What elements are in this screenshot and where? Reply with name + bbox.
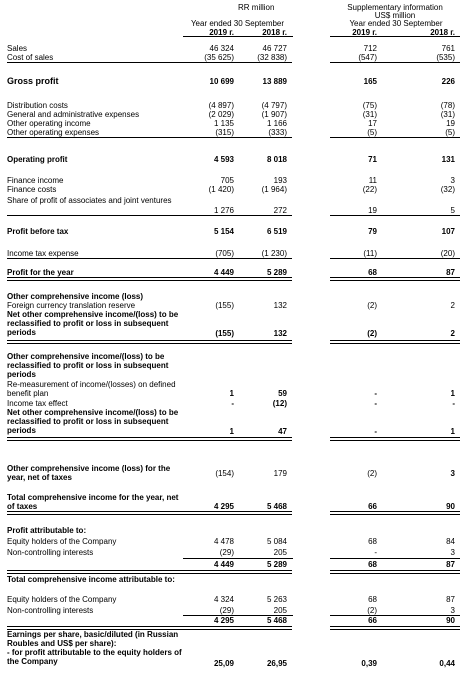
rule [7, 137, 292, 138]
rule [7, 258, 292, 259]
row-label: Total comprehensive income attributable to: [7, 575, 175, 584]
double-rule [330, 277, 460, 281]
row-label: Finance income [7, 176, 64, 185]
col-2018-rr: 2018 г. [262, 28, 287, 37]
value-2019-usd: 17 [368, 119, 377, 128]
value-2018-usd: 107 [441, 227, 455, 236]
value-2018-usd: (78) [440, 101, 455, 110]
value-2019-usd: (2) [367, 469, 377, 478]
row-label: Profit for the year [7, 268, 74, 277]
value-2018-usd: 90 [446, 616, 455, 625]
value-2019-rr: 4 324 [213, 595, 234, 604]
row-label: Non-controlling interests [7, 548, 94, 557]
value-2018-rr: 5 289 [266, 268, 287, 277]
row-label: Other comprehensive income (loss) [7, 292, 144, 301]
row-label: Profit before tax [7, 227, 69, 236]
value-2018-usd: 761 [441, 44, 455, 53]
value-2019-usd: 68 [368, 537, 377, 546]
value-2019-rr: (154) [215, 469, 234, 478]
value-2019-usd: - [374, 389, 377, 398]
row-label: Gross profit [7, 76, 59, 86]
value-2019-usd: 68 [368, 595, 377, 604]
value-2018-usd: 2 [450, 301, 455, 310]
value-2018-usd: 3 [450, 548, 455, 557]
value-2019-usd: 79 [368, 227, 377, 236]
value-2018-rr: 1 166 [266, 119, 287, 128]
col-2019-usd: 2019 г. [352, 28, 377, 37]
value-2019-rr: (29) [219, 606, 234, 615]
value-2018-usd: 90 [446, 502, 455, 511]
value-2018-rr: (12) [272, 399, 287, 408]
row-label: Foreign currency translation reserve [7, 301, 136, 310]
value-2018-rr: 179 [273, 469, 287, 478]
value-2019-usd: (2) [367, 301, 377, 310]
value-2019-rr: 4 478 [213, 537, 234, 546]
value-2018-rr: 26,95 [266, 659, 287, 668]
value-2019-rr: (4 897) [208, 101, 234, 110]
value-2019-usd: (2) [367, 329, 377, 338]
value-2019-usd: - [374, 548, 377, 557]
row-label: Distribution costs [7, 101, 68, 110]
row-label: Other comprehensive income (loss) for the year, net of taxes [7, 464, 171, 482]
double-rule [330, 626, 460, 630]
value-2019-usd: (31) [362, 110, 377, 119]
value-2019-rr: 46 324 [209, 44, 234, 53]
header-underline-rr [183, 36, 293, 37]
value-2019-rr: 1 276 [213, 206, 234, 215]
row-label: Sales [7, 44, 28, 53]
value-2019-usd: (5) [367, 128, 377, 137]
rule [330, 258, 460, 259]
double-rule [330, 437, 460, 441]
value-2018-usd: 84 [446, 537, 455, 546]
value-2018-rr: 59 [278, 389, 287, 398]
row-label: Other operating expenses [7, 128, 100, 137]
value-2018-rr: 272 [273, 206, 287, 215]
row-label: Cost of sales [7, 53, 54, 62]
value-2019-usd: (75) [362, 101, 377, 110]
value-2018-rr: 5 289 [266, 560, 287, 569]
year-ended-usd: Year ended 30 September [349, 19, 443, 28]
row-label: Finance costs [7, 185, 57, 194]
value-2019-rr: 4 593 [213, 155, 234, 164]
value-2018-usd: 3 [450, 469, 455, 478]
value-2019-rr: (29) [219, 548, 234, 557]
value-2018-rr: 205 [273, 548, 287, 557]
value-2018-usd: 226 [441, 77, 455, 86]
rule [330, 615, 460, 616]
value-2018-rr: 5 263 [266, 595, 287, 604]
value-2018-usd: (31) [440, 110, 455, 119]
value-2018-rr: 5 084 [266, 537, 287, 546]
value-2018-rr: (1 230) [261, 249, 287, 258]
row-label: Equity holders of the Company [7, 537, 117, 546]
value-2018-usd: 3 [450, 176, 455, 185]
value-2019-usd: - [374, 427, 377, 436]
col-2018-usd: 2018 г. [430, 28, 455, 37]
value-2018-usd: 19 [446, 119, 455, 128]
row-label: Net other comprehensive income/(loss) to be reclassified to profit or loss in subsequent periods [7, 310, 179, 337]
row-label: - for profit attributable to the equity holders of the Company [7, 648, 182, 666]
value-2019-usd: 11 [368, 176, 377, 185]
double-rule [330, 511, 460, 515]
value-2018-rr: (4 797) [261, 101, 287, 110]
row-label: Re-measurement of income/(losses) on defined benefit plan [7, 380, 176, 398]
value-2019-rr: 705 [220, 176, 234, 185]
value-2018-usd: 87 [446, 560, 455, 569]
row-label: Operating profit [7, 155, 68, 164]
value-2018-usd: 5 [450, 206, 455, 215]
header-underline-usd [330, 36, 460, 37]
value-2019-rr: 1 135 [213, 119, 234, 128]
value-2019-usd: 712 [363, 44, 377, 53]
value-2019-usd: 66 [368, 616, 377, 625]
value-2018-usd: 1 [450, 427, 455, 436]
rule [183, 558, 293, 559]
double-rule [330, 570, 460, 574]
value-2019-rr: 5 154 [213, 227, 234, 236]
value-2019-usd: 71 [368, 155, 377, 164]
value-2018-rr: 132 [273, 329, 287, 338]
value-2019-usd: 165 [363, 77, 377, 86]
value-2018-usd: 0,44 [439, 659, 455, 668]
value-2019-usd: 68 [368, 560, 377, 569]
value-2019-usd: 68 [368, 268, 377, 277]
value-2018-rr: (333) [268, 128, 287, 137]
value-2018-usd: (20) [440, 249, 455, 258]
row-label: Net other comprehensive income/(loss) to be reclassified to profit or loss in subsequent periods [7, 408, 179, 435]
double-rule [7, 437, 292, 441]
value-2019-usd: 19 [368, 206, 377, 215]
row-label: Equity holders of the Company [7, 595, 117, 604]
value-2019-rr: (155) [215, 301, 234, 310]
value-2018-rr: 8 018 [266, 155, 287, 164]
value-2018-rr: 193 [273, 176, 287, 185]
value-2019-rr: 4 295 [213, 616, 234, 625]
value-2019-rr: 25,09 [213, 659, 234, 668]
usd-title: Supplementary information [347, 3, 443, 12]
row-label: Non-controlling interests [7, 606, 94, 615]
double-rule [7, 511, 292, 515]
rule [7, 62, 292, 63]
value-2018-usd: 87 [446, 268, 455, 277]
row-label: Other operating income [7, 119, 91, 128]
row-label: Other comprehensive income/(loss) to be reclassified to profit or loss in subsequent periods [7, 352, 169, 379]
double-rule [7, 277, 292, 281]
rule [330, 62, 460, 63]
row-label: Income tax effect [7, 399, 68, 408]
value-2019-usd: (2) [367, 606, 377, 615]
value-2019-usd: - [374, 399, 377, 408]
value-2018-rr: (1 907) [261, 110, 287, 119]
year-ended-rr: Year ended 30 September [190, 19, 285, 28]
row-label: Profit attributable to: [7, 526, 87, 535]
rule [330, 215, 460, 216]
value-2019-rr: (315) [215, 128, 234, 137]
value-2019-usd: (11) [363, 249, 377, 258]
value-2019-usd: 66 [368, 502, 377, 511]
value-2018-rr: 205 [273, 606, 287, 615]
rr-title: RR million [238, 3, 275, 12]
value-2018-usd: 3 [450, 606, 455, 615]
value-2018-rr: 132 [273, 301, 287, 310]
value-2019-rr: (1 420) [208, 185, 234, 194]
row-label: Share of profit of associates and joint ventures [7, 196, 172, 205]
value-2018-rr: 5 468 [266, 502, 287, 511]
value-2019-rr: 4 449 [213, 560, 234, 569]
rule [330, 558, 460, 559]
value-2019-usd: (547) [358, 53, 377, 62]
rule [7, 215, 292, 216]
usd-subtitle: US$ million [374, 11, 416, 20]
value-2019-rr: (35 625) [204, 53, 234, 62]
value-2019-usd: (22) [362, 185, 377, 194]
value-2018-rr: 47 [278, 427, 287, 436]
double-rule [330, 340, 460, 344]
col-2019-rr: 2019 г. [209, 28, 234, 37]
value-2018-usd: 87 [446, 595, 455, 604]
value-2019-rr: (155) [215, 329, 234, 338]
value-2019-usd: 0,39 [361, 659, 377, 668]
value-2019-rr: 1 [229, 427, 234, 436]
value-2018-usd: 1 [450, 389, 455, 398]
value-2018-usd: (32) [440, 185, 455, 194]
value-2019-rr: 1 [229, 389, 234, 398]
value-2018-rr: 46 727 [262, 44, 287, 53]
row-label: General and administrative expenses [7, 110, 140, 119]
value-2019-rr: 10 699 [209, 77, 234, 86]
row-label: Income tax expense [7, 249, 79, 258]
value-2018-rr: (32 838) [257, 53, 287, 62]
row-label: Earnings per share, basic/diluted (in Russian Roubles and US$ per share): [7, 630, 179, 648]
value-2019-rr: (2 029) [208, 110, 234, 119]
row-label: Total comprehensive income for the year, net of taxes [7, 493, 179, 511]
value-2019-rr: (705) [215, 249, 234, 258]
double-rule [7, 570, 292, 574]
value-2019-rr: 4 295 [213, 502, 234, 511]
double-rule [7, 340, 292, 344]
value-2018-usd: (5) [445, 128, 455, 137]
value-2018-usd: 2 [450, 329, 455, 338]
rule [330, 137, 460, 138]
value-2018-rr: 13 889 [262, 77, 287, 86]
value-2018-rr: (1 964) [261, 185, 287, 194]
value-2018-rr: 5 468 [266, 616, 287, 625]
value-2018-rr: 6 519 [266, 227, 287, 236]
value-2018-usd: - [452, 399, 455, 408]
value-2019-rr: - [231, 399, 234, 408]
value-2019-rr: 4 449 [213, 268, 234, 277]
value-2018-usd: (535) [436, 53, 455, 62]
value-2018-usd: 131 [441, 155, 455, 164]
